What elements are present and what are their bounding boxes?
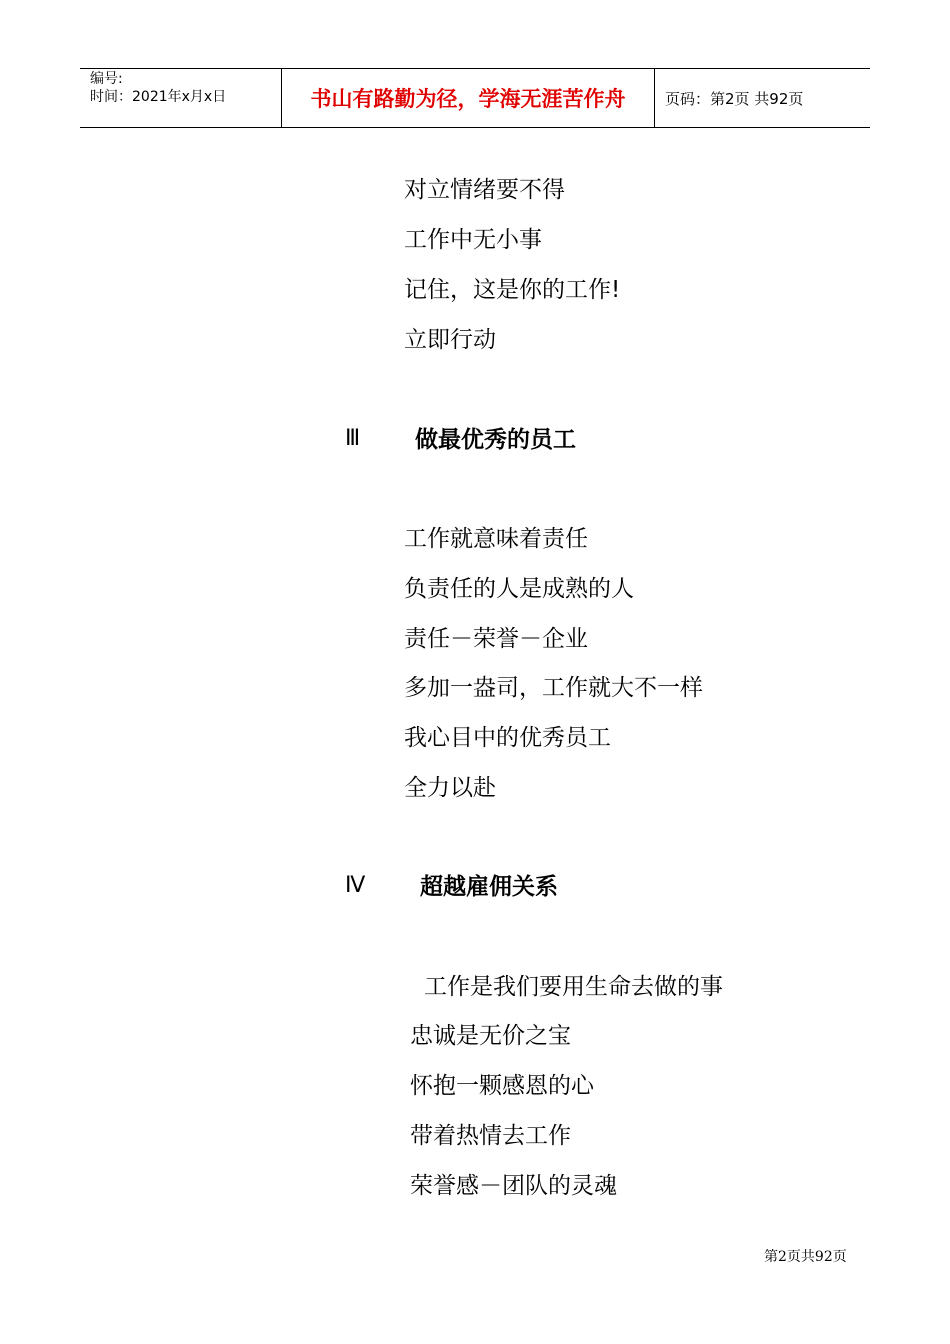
- list-item: 对立情绪要不得: [404, 177, 565, 203]
- time-label: 时间：2021年x月x日: [90, 89, 227, 105]
- list-item: 带着热情去工作: [410, 1123, 571, 1149]
- list-item: 多加一盎司，工作就大不一样: [404, 675, 703, 701]
- list-item: 负责任的人是成熟的人: [404, 576, 634, 602]
- section-4-numeral: Ⅳ: [345, 873, 366, 898]
- list-item: 工作就意味着责任: [404, 526, 588, 552]
- number-label: 编号:: [90, 71, 123, 87]
- list-item: 责任－荣誉－企业: [404, 626, 588, 652]
- list-item: 怀抱一颗感恩的心: [410, 1073, 594, 1099]
- list-item: 全力以赴: [404, 775, 496, 801]
- page-footer: 第2页共92页: [764, 1249, 847, 1265]
- page-header: [80, 68, 870, 128]
- list-item: 工作是我们要用生命去做的事: [424, 974, 723, 1000]
- list-item: 忠诚是无价之宝: [410, 1023, 571, 1049]
- list-item: 我心目中的优秀员工: [404, 725, 611, 751]
- section-4-title: 超越雇佣关系: [420, 874, 558, 900]
- list-item: 荣誉感－团队的灵魂: [410, 1173, 617, 1199]
- section-3-numeral: Ⅲ: [345, 426, 361, 451]
- section-3-title: 做最优秀的员工: [415, 427, 576, 453]
- list-item: 工作中无小事: [404, 227, 542, 253]
- list-item: 记住，这是你的工作!: [404, 277, 621, 303]
- list-item: 立即行动: [404, 327, 496, 353]
- header-motto: 书山有路勤为径，学海无涯苦作舟: [282, 69, 655, 127]
- header-meta: [80, 69, 282, 127]
- header-page-info: 页码：第2页 共92页: [665, 89, 804, 108]
